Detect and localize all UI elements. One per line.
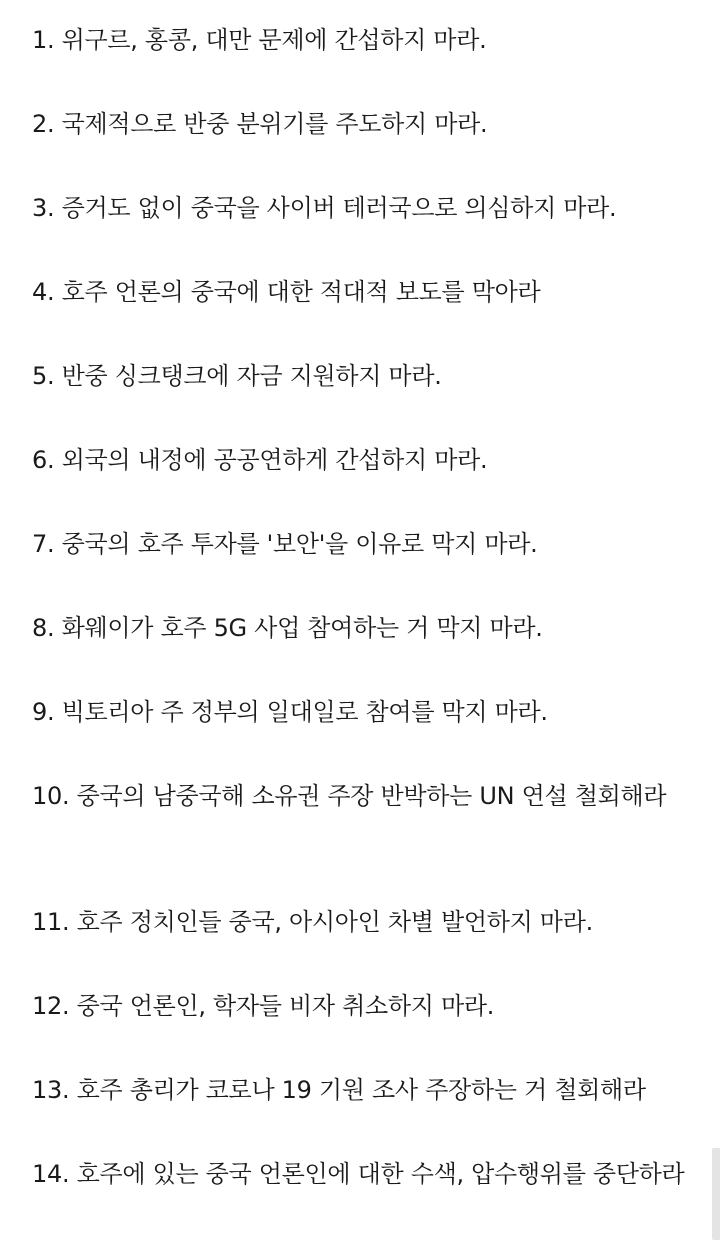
list-item: 6. 외국의 내정에 공공연하게 간섭하지 마라. bbox=[32, 446, 488, 474]
list-item: 3. 증거도 없이 중국을 사이버 테러국으로 의심하지 마라. bbox=[32, 194, 617, 222]
list-item: 13. 호주 총리가 코로나 19 기원 조사 주장하는 거 철회해라 bbox=[32, 1076, 646, 1104]
list-item: 14. 호주에 있는 중국 언론인에 대한 수색, 압수행위를 중단하라 bbox=[32, 1160, 685, 1188]
list-item: 9. 빅토리아 주 정부의 일대일로 참여를 막지 마라. bbox=[32, 698, 548, 726]
list-item: 12. 중국 언론인, 학자들 비자 취소하지 마라. bbox=[32, 992, 495, 1020]
list-item: 5. 반중 싱크탱크에 자금 지원하지 마라. bbox=[32, 362, 442, 390]
list-item: 2. 국제적으로 반중 분위기를 주도하지 마라. bbox=[32, 110, 488, 138]
list-item: 8. 화웨이가 호주 5G 사업 참여하는 거 막지 마라. bbox=[32, 614, 543, 642]
scrollbar[interactable] bbox=[712, 1148, 720, 1240]
list-item: 11. 호주 정치인들 중국, 아시아인 차별 발언하지 마라. bbox=[32, 908, 593, 936]
list-item: 10. 중국의 남중국해 소유권 주장 반박하는 UN 연설 철회해라 bbox=[32, 782, 667, 810]
list-item: 4. 호주 언론의 중국에 대한 적대적 보도를 막아라 bbox=[32, 278, 541, 306]
list-item: 1. 위구르, 홍콩, 대만 문제에 간섭하지 마라. bbox=[32, 26, 487, 54]
list-item: 7. 중국의 호주 투자를 '보안'을 이유로 막지 마라. bbox=[32, 530, 538, 558]
